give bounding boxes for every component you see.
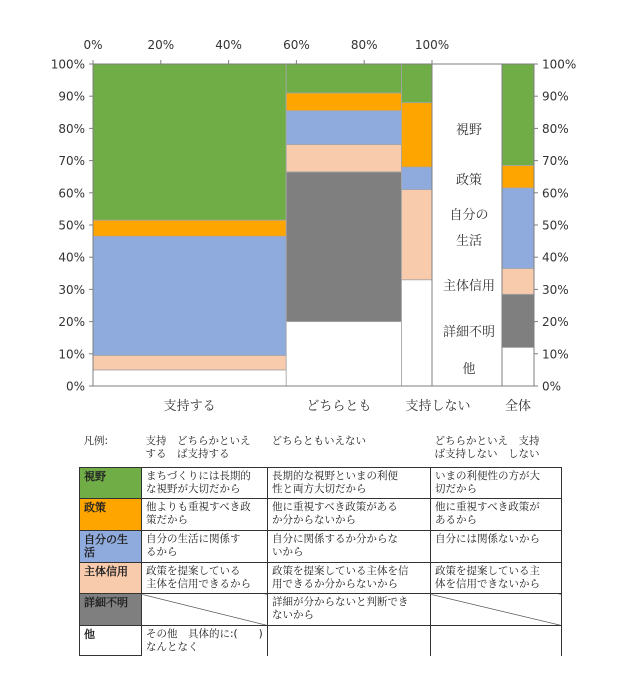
segment-col1-2 (286, 145, 401, 172)
legend-row (80, 563, 562, 594)
legend-header-row (80, 433, 562, 468)
legend-row (80, 468, 562, 499)
legend-category-cell: 他 (80, 625, 142, 656)
y-tick-label-left: 20% (58, 315, 85, 330)
y-tick-label-right: 30% (542, 282, 569, 297)
legend-category-cell: 詳細不明 (80, 594, 142, 625)
y-tick-label-right: 50% (542, 218, 569, 233)
segment-col1-0 (286, 322, 401, 386)
segment-col0-2 (93, 236, 286, 355)
inline-label-0: 視野 (455, 123, 483, 138)
legend-table (79, 433, 562, 656)
legend-reason-cell (431, 625, 562, 656)
segment-col2-0 (401, 280, 432, 386)
legend-category-cell: 主体信用 (80, 563, 142, 594)
x-tick-label: 0% (83, 38, 103, 52)
legend-reason-cell: 政策を提案している主 体を信用できないから (431, 563, 562, 594)
segment-col0-0 (93, 370, 286, 386)
inline-label-2: 自分の (449, 208, 489, 223)
column-label-total: 全体 (504, 399, 532, 414)
segment-total-3 (502, 188, 534, 269)
x-tick-label: 40% (215, 38, 242, 52)
legend-reason-cell: その他 具体的に:( ) なんとなく (142, 625, 268, 656)
y-tick-label-left: 0% (65, 379, 85, 394)
inline-label-6: 他 (462, 362, 476, 377)
legend-reason-cell (431, 594, 562, 625)
legend-reason-cell: 他に重視すべき政策が あるから (431, 499, 562, 530)
segment-total-1 (502, 294, 534, 347)
column-label-0: 支持する (163, 399, 216, 414)
legend-reason-cell: いまの利便性の方が大 切だから (431, 468, 562, 499)
segment-col1-4 (286, 93, 401, 111)
legend-reason-cell: 自分に関係するか分からな いから (268, 530, 431, 563)
x-tick-label: 100% (414, 38, 450, 52)
x-tick-label: 80% (350, 38, 378, 52)
legend-row (80, 625, 562, 656)
segment-col2-3 (401, 103, 432, 167)
legend-category-cell: 政策 (80, 499, 142, 530)
y-tick-label-right: 90% (542, 89, 569, 104)
segment-col2-4 (401, 64, 432, 103)
legend-category-cell: 視野 (80, 468, 142, 499)
legend-row (80, 499, 562, 530)
segment-total-2 (502, 268, 534, 294)
segment-col2-2 (401, 167, 432, 190)
x-tick-label: 20% (147, 38, 175, 52)
y-tick-label-left: 30% (58, 282, 85, 297)
y-tick-label-right: 10% (542, 347, 569, 362)
y-tick-label-right: 80% (542, 121, 569, 136)
segment-total-0 (502, 347, 534, 386)
y-tick-label-right: 40% (542, 250, 569, 265)
legend-reason-cell (268, 625, 431, 656)
y-tick-label-left: 50% (58, 218, 85, 233)
legend-header-cell: 支持 どちらかといえ する ば支持する (142, 433, 268, 468)
segment-total-4 (502, 165, 534, 188)
column-label-2: 支持しない (405, 399, 471, 414)
segment-col1-1 (286, 172, 401, 322)
legend-reason-cell (142, 594, 268, 625)
legend-row (80, 530, 562, 563)
x-tick-label: 60% (283, 38, 310, 52)
legend-reason-cell: 自分には関係ないから (431, 530, 562, 563)
legend-reason-cell: 他に重視すべき政策がある か分からないから (268, 499, 431, 530)
y-tick-label-left: 70% (58, 154, 85, 169)
legend-reason-cell: 他よりも重視すべき政 策だから (142, 499, 268, 530)
legend-header-cell: どちらかといえ 支持 ば支持しない しない (431, 433, 562, 468)
y-tick-label-right: 70% (542, 154, 569, 169)
legend-header-cell: どちらともいえない (268, 433, 431, 468)
column-label-1: どちらとも (306, 399, 372, 414)
legend-reason-cell: 自分の生活に関係す るから (142, 530, 268, 563)
inline-label-3: 生活 (455, 234, 483, 249)
legend-reason-cell: 長期的な視野といまの利便 性と両方大切だから (268, 468, 431, 499)
inline-label-1: 政策 (455, 173, 483, 188)
legend-reason-cell: 政策を提案している 主体を信用できるから (142, 563, 268, 594)
segment-col0-3 (93, 220, 286, 236)
legend-reason-cell: 政策を提案している主体を信 用できるか分からないから (268, 563, 431, 594)
y-tick-label-left: 60% (58, 186, 85, 201)
segment-col1-3 (286, 111, 401, 145)
y-tick-label-right: 0% (542, 379, 562, 394)
y-tick-label-left: 10% (58, 347, 85, 362)
legend-reason-cell: 詳細が分からないと判断でき ないから (268, 594, 431, 625)
segment-col1-5 (286, 64, 401, 93)
inline-label-4: 主体信用 (442, 279, 496, 294)
y-tick-label-right: 100% (542, 57, 577, 72)
legend-header-cell: 凡例: (80, 433, 142, 468)
y-tick-label-right: 60% (542, 186, 569, 201)
segment-col2-1 (401, 190, 432, 280)
segment-col0-1 (93, 355, 286, 369)
y-tick-label-left: 80% (58, 121, 85, 136)
y-tick-label-left: 90% (58, 89, 85, 104)
legend-reason-cell: まちづくりには長期的 な視野が大切だから (142, 468, 268, 499)
y-tick-label-left: 40% (58, 250, 85, 265)
y-tick-label-left: 100% (50, 57, 85, 72)
legend-row (80, 594, 562, 625)
legend-category-cell: 自分の生 活 (80, 530, 142, 563)
segment-total-5 (502, 64, 534, 165)
y-tick-label-right: 20% (542, 315, 569, 330)
inline-label-5: 詳細不明 (442, 325, 496, 340)
segment-col0-4 (93, 64, 286, 220)
